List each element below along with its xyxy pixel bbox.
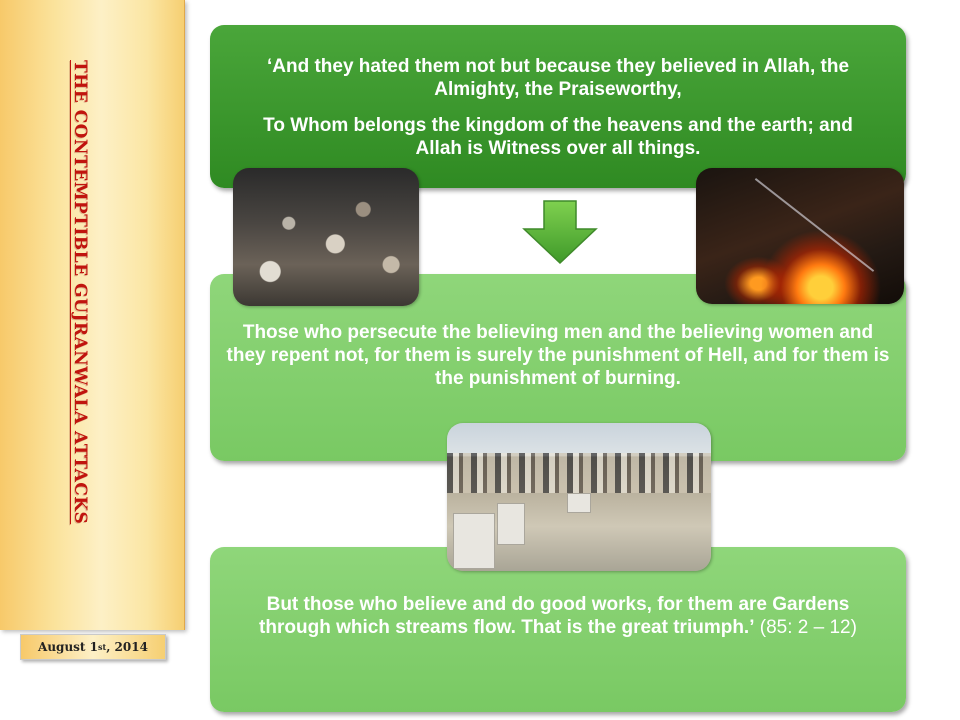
date-prefix: August 1 — [38, 640, 98, 654]
down-arrow-icon — [522, 199, 598, 265]
grave — [497, 503, 525, 545]
quote-bottom-text — [230, 593, 886, 639]
quote-line-1: ‘And they hated them not but because they believed in Allah, the Almighty, the Praiseworthy, — [266, 56, 850, 100]
date-year: , 2014 — [106, 640, 148, 654]
quote-reference: (85: 2 – 12) — [754, 617, 857, 638]
quote-bottom-main: But those who believe and do good works, for them are Gardens through which streams flow. That is the great triumph.’ — [259, 594, 850, 638]
slide-title: THE CONTEMPTIBLE GUJRANWALA ATTACKS — [70, 60, 90, 525]
sidebar-panel — [0, 0, 185, 630]
quote-box-bottom — [210, 547, 906, 712]
grave — [453, 513, 495, 569]
crowd-photo — [233, 168, 419, 306]
water-spray — [755, 178, 874, 272]
quote-line-2: To Whom belongs the kingdom of the heavens and the earth; and Allah is Witness over all things. — [263, 115, 853, 159]
mourners-crowd — [447, 453, 711, 493]
graves-photo — [447, 423, 711, 571]
grave — [567, 493, 591, 513]
date-suffix-sup: st — [98, 642, 107, 652]
date-badge — [20, 634, 166, 660]
fire-photo — [696, 168, 904, 304]
quote-box-top — [210, 25, 906, 188]
quote-middle-text: Those who persecute the believing men and the believing women and they repent not, for them is surely the punishment of Hell, and for them is the punishment of burning. — [226, 322, 890, 389]
